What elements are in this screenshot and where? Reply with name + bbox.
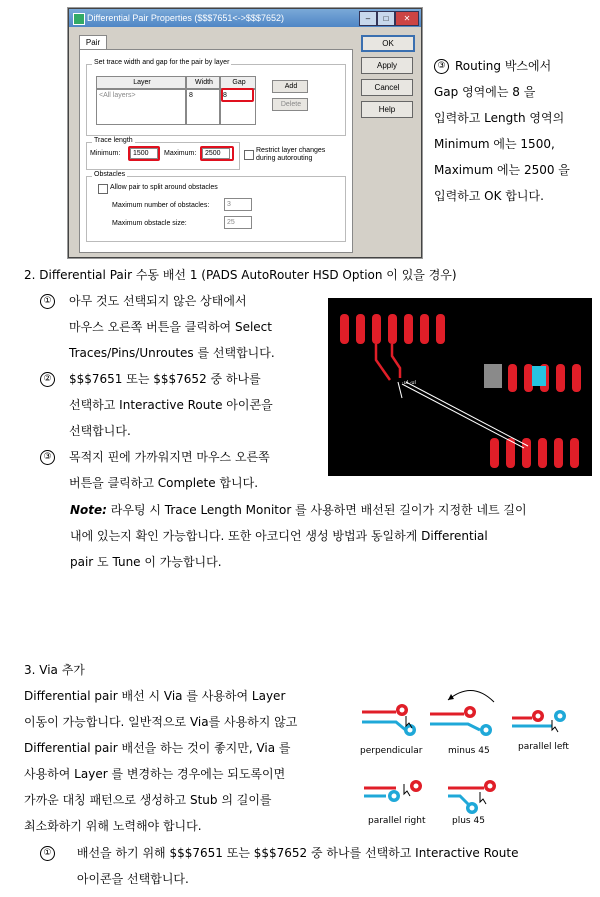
max-obstacle-size-label: Maximum obstacle size: xyxy=(112,220,187,227)
section3-paragraph: Differential pair 배선 시 Via 를 사용하여 Layer 이동이 가능합니다. 일반적으로 Via를 사용하지 않고 Differential pair 배선을 하는 것이 좋지만, Via 를 사용하여 Layer 를 변경하는 경우에는 되도록이면 가까운 대칭 패턴으로 생성하고 Stub 의 길이를 최소화하기 위해 노력해야 합니다. xyxy=(24,689,298,833)
svg-text:·ul ·ul: ·ul ·ul xyxy=(402,380,416,386)
label-parallel-left: parallel left xyxy=(518,742,569,752)
dialog-titlebar xyxy=(69,9,421,27)
via-parallel-left xyxy=(512,710,566,732)
help-button[interactable]: Help xyxy=(361,101,413,118)
via-minus-45 xyxy=(430,690,494,736)
minimum-input[interactable]: 1500 xyxy=(130,148,158,159)
col-header-layer: Layer xyxy=(96,76,186,89)
via-plus-45 xyxy=(448,780,496,814)
label-parallel-right: parallel right xyxy=(368,816,426,826)
section2-list xyxy=(40,288,316,496)
label-plus-45: plus 45 xyxy=(452,816,485,826)
dialog-title: Differential Pair Properties ($$$7651<->$$$7652) xyxy=(87,13,284,23)
pcb-routing-image xyxy=(328,298,592,476)
trace-length-label: Trace length xyxy=(94,137,133,144)
apply-button[interactable]: Apply xyxy=(361,57,413,74)
layer-cell[interactable]: <All layers> xyxy=(96,89,186,125)
via-perpendicular xyxy=(362,704,416,736)
cancel-button[interactable]: Cancel xyxy=(361,79,413,96)
note-block: Note: 라우팅 시 Trace Length Monitor 를 사용하면 배선된 길이가 지정한 네트 길이 내에 있는지 확인 가능합니다. 또한 아코디언 생성 방법과 동일하게 Differential pair 도 Tune 이 가능합니다. xyxy=(70,503,527,569)
pair-tab-pane xyxy=(79,49,353,253)
differential-pair-dialog xyxy=(68,8,422,258)
label-minus-45: minus 45 xyxy=(448,746,490,756)
list-item: ① 아무 것도 선택되지 않은 상태에서 마우스 오른쪽 버튼을 클릭하여 Select Traces/Pins/Unroutes 를 선택합니다. xyxy=(40,288,316,366)
ok-button[interactable]: OK xyxy=(361,35,415,52)
allow-split-label: Allow pair to split around obstacles xyxy=(110,184,218,191)
section3-heading: 3. Via 추가 xyxy=(24,663,85,677)
col-header-gap: Gap xyxy=(220,76,256,89)
step-marker: ③ xyxy=(434,59,449,74)
close-icon[interactable]: ✕ xyxy=(395,11,419,26)
restrict-checkbox[interactable] xyxy=(244,150,254,160)
minimize-icon[interactable]: – xyxy=(359,11,377,26)
maximum-input[interactable]: 2500 xyxy=(202,148,230,159)
list-item: ② $$$7651 또는 $$$7652 중 하나를 선택하고 Interactive Route 아이콘을 선택합니다. xyxy=(40,366,316,444)
add-button[interactable]: Add xyxy=(272,80,308,93)
note-label: Note: xyxy=(70,503,107,517)
width-cell[interactable]: 8 xyxy=(186,89,220,125)
tab-pair[interactable]: Pair xyxy=(79,35,107,50)
maximum-highlight xyxy=(200,146,234,161)
max-obstacle-size-input[interactable]: 25 xyxy=(224,216,252,229)
max-obstacles-input[interactable]: 3 xyxy=(224,198,252,211)
col-header-width: Width xyxy=(186,76,220,89)
gap-cell[interactable]: 8 xyxy=(220,89,256,125)
gap-highlight xyxy=(221,88,254,102)
obstacles-label: Obstacles xyxy=(94,171,126,178)
restrict-label: Restrict layer changes during autorouting xyxy=(256,147,326,162)
delete-button[interactable]: Delete xyxy=(272,98,308,111)
minimum-highlight xyxy=(128,146,160,161)
app-icon xyxy=(73,13,85,25)
label-perpendicular: perpendicular xyxy=(360,746,423,756)
width-gap-group-label: Set trace width and gap for the pair by layer xyxy=(94,59,230,66)
section3-item1: ① 배선을 하기 위해 $$$7651 또는 $$$7652 중 하나를 선택하고 Interactive Route 아이콘을 선택합니다. xyxy=(40,840,592,892)
minimum-label: Minimum: xyxy=(90,150,121,157)
maximum-label: Maximum: xyxy=(164,150,197,157)
step3-side-text: ③ Routing 박스에서 Gap 영역에는 8 을 입력하고 Length 영역의 Minimum 에는 1500, Maximum 에는 2500 을 입력하고 OK 합니다. xyxy=(434,59,570,203)
allow-split-checkbox[interactable] xyxy=(98,184,108,194)
section2-heading: 2. Differential Pair 수동 배선 1 (PADS AutoRouter HSD Option 이 있을 경우) xyxy=(24,268,457,282)
max-obstacles-label: Maximum number of obstacles: xyxy=(112,202,210,209)
via-diagrams xyxy=(356,684,592,834)
list-item: ③ 목적지 핀에 가까워지면 마우스 오른쪽 버튼을 클릭하고 Complete 합니다. xyxy=(40,444,316,496)
via-parallel-right xyxy=(364,780,422,802)
maximize-icon[interactable]: □ xyxy=(377,11,395,26)
